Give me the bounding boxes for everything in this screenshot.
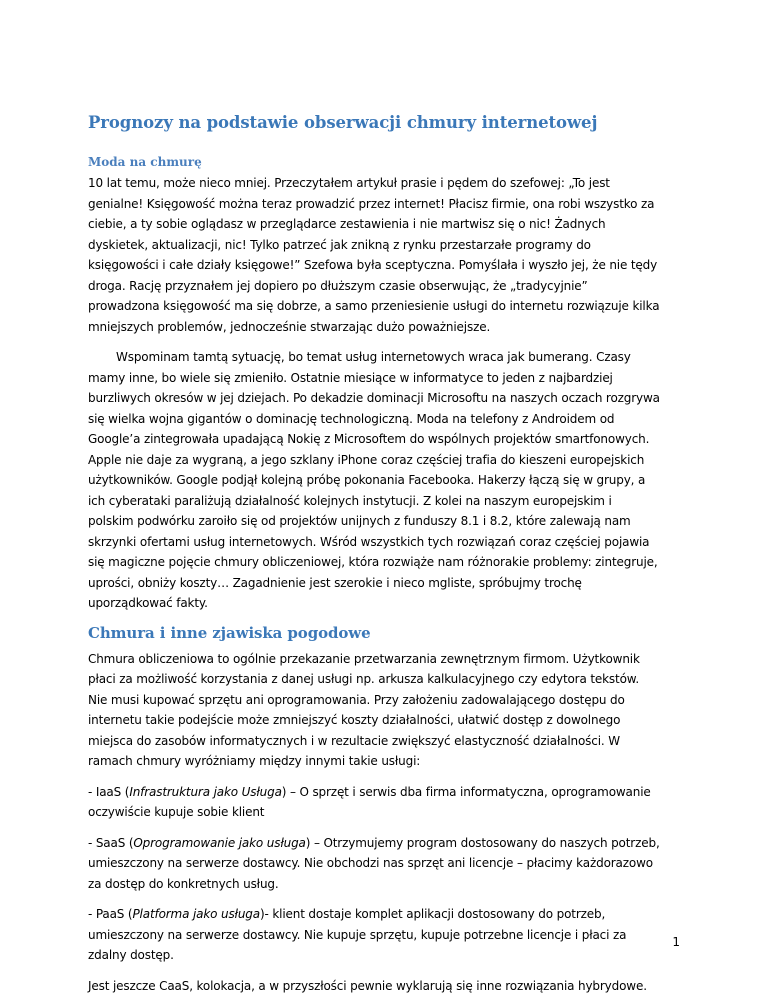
list-item-term: Infrastruktura jako Usługa [129, 785, 281, 799]
list-item-prefix: - SaaS ( [88, 836, 133, 850]
page-number: 1 [672, 935, 680, 949]
section-heading-cloud: Chmura i inne zjawiska pogodowe [88, 624, 660, 643]
list-item-prefix: - IaaS ( [88, 785, 129, 799]
list-item-term: Platforma jako usługa [132, 907, 260, 921]
list-item-term: Oprogramowanie jako usługa [133, 836, 305, 850]
list-item-paas [88, 904, 660, 966]
document-title: Prognozy na podstawie obserwacji chmury internetowej [88, 113, 660, 133]
list-item-text: ) – Otrzymujemy program dostosowany do naszych potrzeb, umieszczony na serwerze dostawcy. Nie obchodzi nas sprzęt ani licencje – płacimy każdorazowo za dostęp do konkretnych usług. [88, 836, 660, 891]
list-item-text: ) – O sprzęt i serwis dba firma informatyczna, oprogramowanie oczywiście kupuje sobie klient [88, 785, 651, 820]
list-item-prefix: - PaaS ( [88, 907, 132, 921]
list-item-text: )- klient dostaje komplet aplikacji dostosowany do potrzeb, umieszczony na serwerze dostawcy. Nie kupuje sprzętu, kupuje potrzebne licencje i płaci za zdalny dostęp. [88, 907, 626, 962]
list-item-saas [88, 833, 660, 895]
paragraph: Chmura obliczeniowa to ogólnie przekazanie przetwarzania zewnętrznym firmom. Użytkownik płaci za możliwość korzystania z danej usługi np. arkusza kalkulacyjnego czy edytora tekstów. Nie musi kupować sprzętu ani oprogramowania. Przy założeniu zadowalającego dostępu do internetu takie podejście może zmniejszyć koszty działalności, ułatwić dostęp z dowolnego miejsca do zasobów informatycznych i w rezultacie zwiększyć elastyczność działalności. W ramach chmury wyróżniamy między innymi takie usługi: [88, 649, 660, 772]
list-item-iaas [88, 782, 660, 823]
paragraph: 10 lat temu, może nieco mniej. Przeczytałem artykuł prasie i pędem do szefowej: „To jest genialne! Księgowość można teraz prowadzić przez internet! Płacisz firmie, ona robi wszystko za ciebie, a ty sobie oglądasz w przeglądarce zestawienia i nie martwisz się o nic! Żadnych dyskietek, aktualizacji, nic! Tylko patrzeć jak znikną z rynku przestarzałe programy do księgowości i całe działy księgowe!” Szefowa była sceptyczna. Pomyślała i wyszło jej, że nie tędy droga. Rację przyznałem jej dopiero po dłuższym czasie obserwując, że „tradycyjnie” prowadzona księgowość ma się dobrze, a samo przeniesienie usługi do internetu rozwiązuje kilka mniejszych problemów, jednocześnie stwarzając dużo poważniejsze. [88, 173, 660, 337]
section-heading-fashion: Moda na chmurę [88, 155, 660, 170]
paragraph-closing: Jest jeszcze CaaS, kolokacja, a w przyszłości pewnie wyklarują się inne rozwiązania hybrydowe. [88, 976, 660, 996]
paragraph: Wspominam tamtą sytuację, bo temat usług internetowych wraca jak bumerang. Czasy mamy inne, bo wiele się zmieniło. Ostatnie miesiące w informatyce to jeden z najbardziej burzliwych okresów w jej dziejach. Po dekadzie dominacji Microsoftu na naszych oczach rozgrywa się wielka wojna gigantów o dominację technologiczną. Moda na telefony z Androidem od Google’a zintegrowała upadającą Nokię z Microsoftem do wspólnych projektów smartfonowych. Apple nie daje za wygraną, a jego szklany iPhone coraz częściej trafia do kieszeni europejskich użytkowników. Google podjął kolejną próbę pokonania Facebooka. Hakerzy łączą się w grupy, a ich cyberataki paraliżują działalność kolejnych instytucji. Z kolei na naszym europejskim i polskim podwórku zaroiło się od projektów unijnych z funduszy 8.1 i 8.2, które zalewają nam skrzynki ofertami usług internetowych. Wśród wszystkich tych rozwiązań coraz częściej pojawia się magiczne pojęcie chmury obliczeniowej, która rozwiąże nam różnorakie problemy: zintegruje, uprości, obniży koszty… Zagadnienie jest szerokie i nieco mgliste, spróbujmy trochę uporządkować fakty. [88, 347, 660, 614]
